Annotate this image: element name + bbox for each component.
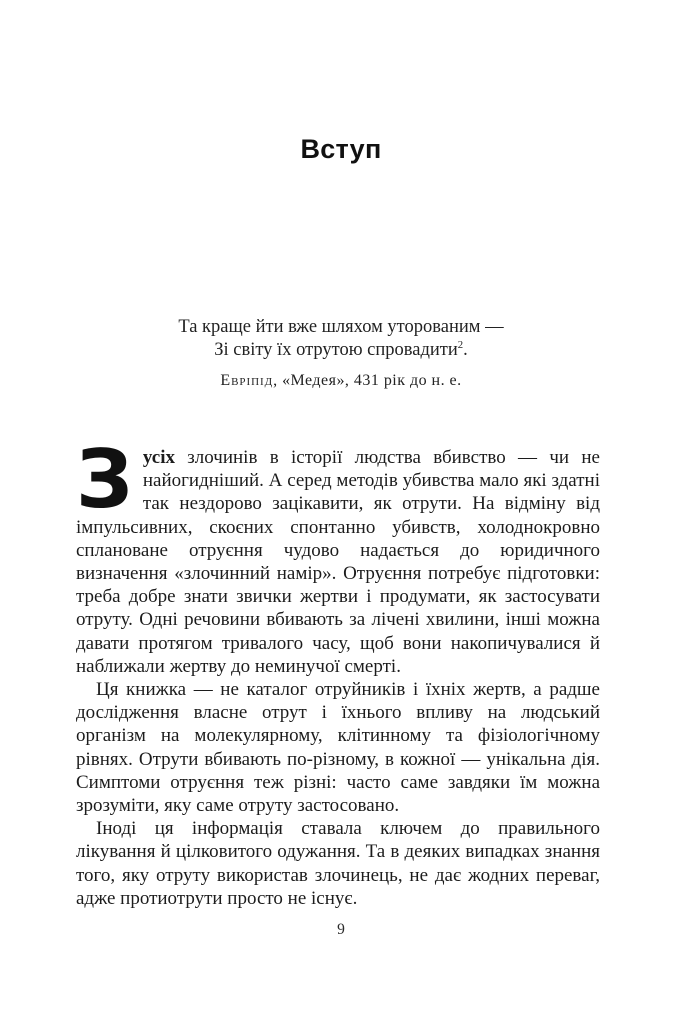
footnote-marker: 2 <box>457 338 464 351</box>
page-number: 9 <box>337 921 345 938</box>
epigraph-line-2-text: Зі світу їх отрутою спровадити <box>214 340 458 360</box>
chapter-title: Вступ <box>300 134 382 164</box>
epigraph-attribution <box>0 372 682 390</box>
epigraph <box>0 316 682 362</box>
epigraph-line-2 <box>0 339 682 362</box>
paragraph-1 <box>76 433 600 678</box>
epigraph-line-1: Та краще йти вже шляхом уторованим — <box>178 317 504 337</box>
paragraph-1-text: злочинів в історії людства вбивство — чи не найогидніший. А серед методів убивства мало які здатні так нездорово зацікавити, як отрути. На відміну від імпульсивних, скоєних спонтанно убивств, холоднокровно сплановане отруєння чудово надається до юридичного визначення «злочинний намір». Отруєння потребує підготовки: треба добре знати звички жертви і продумати, як застосувати отруту. Одні речовини вбивають за лічені хвилини, інші можна давати протягом тривалого часу, щоб вони накопичувалися й наближали жертву до неминучої смерті. <box>76 447 600 677</box>
epigraph-source: , «Медея», 431 рік до н. е. <box>273 372 462 389</box>
body-text <box>76 433 600 910</box>
epigraph-author: Евріпід <box>220 372 274 389</box>
drop-cap: З <box>76 433 133 526</box>
epigraph-line-2-end: . <box>463 340 468 360</box>
paragraph-1-lead-word: усіх <box>142 447 175 468</box>
paragraph-2: Ця книжка — не каталог отруйників і їхніх жертв, а радше дослідження власне отрут і їхнього впливу на людський організм на молекулярному, клітинному та фізіологічному рівнях. Отрути вбивають по-різному, в кожної — унікальна дія. Симптоми отруєння теж різні: часто саме завдяки їм можна зрозуміти, яку саме отруту застосовано. <box>76 679 600 817</box>
paragraph-3: Іноді ця інформація ставала ключем до правильного лікування й цілковитого одужання. Та в деяких випадках знання того, яку отруту використав злочинець, не дає жодних переваг, адже протиотрути просто не існує. <box>76 818 600 909</box>
